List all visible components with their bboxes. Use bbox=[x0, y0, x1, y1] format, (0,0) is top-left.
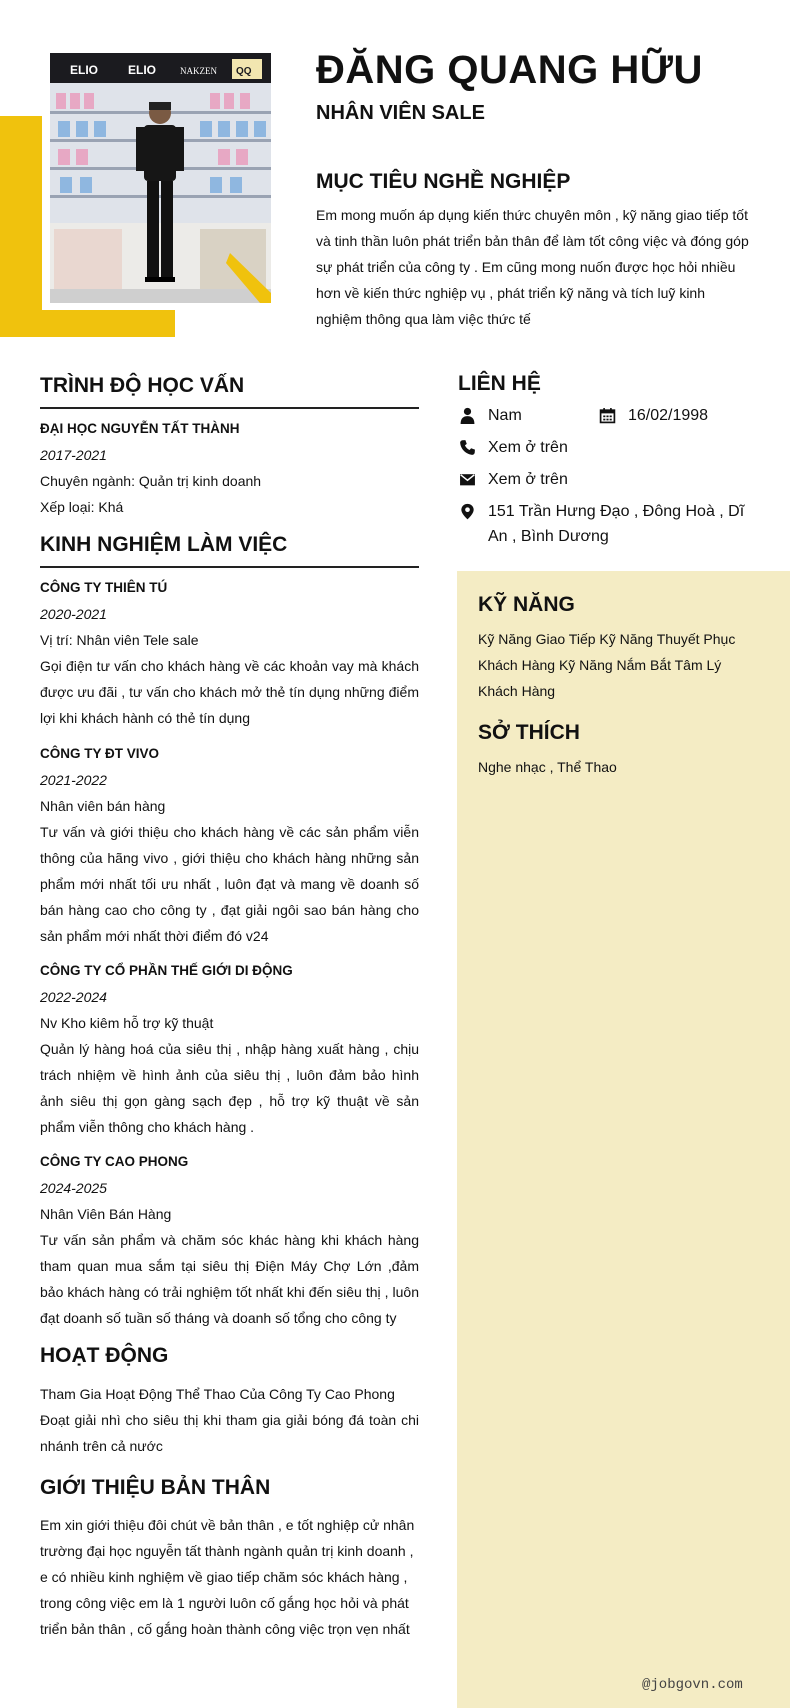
job-period: 2024-2025 bbox=[40, 1180, 107, 1196]
job-description: Quản lý hàng hoá của siêu thị , nhập hàng xuất hàng , chịu trách nhiệm về hình ảnh của siêu thị , luôn đảm bảo hình ảnh siêu thị gọn gàng sạch đẹp , hỗ trợ kỹ thuật về sản phẩm viễn thông cho khách hàng . bbox=[40, 1041, 419, 1135]
profile-photo bbox=[50, 53, 271, 303]
skills-text: Kỹ Năng Giao Tiếp Kỹ Năng Thuyết Phục Khách Hàng Kỹ Năng Nắm Bắt Tâm Lý Khách Hàng bbox=[478, 631, 736, 699]
email-icon bbox=[458, 470, 476, 488]
phone-value: Xem ở trên bbox=[488, 439, 568, 456]
job-title: NHÂN VIÊN SALE bbox=[316, 102, 485, 124]
calendar-icon bbox=[598, 406, 616, 424]
school-name: ĐẠI HỌC NGUYỄN TẤT THÀNH bbox=[40, 421, 240, 436]
company-name: CÔNG TY ĐT VIVO bbox=[40, 746, 160, 761]
gender-value: Nam bbox=[488, 407, 522, 424]
job-period: 2022-2024 bbox=[40, 989, 107, 1005]
contact-birthday bbox=[598, 403, 708, 428]
email-value: Xem ở trên bbox=[488, 471, 568, 488]
job-role: Nv Kho kiêm hỗ trợ kỹ thuật bbox=[40, 1015, 214, 1031]
job-entry bbox=[40, 1149, 419, 1331]
contact-phone bbox=[458, 435, 750, 460]
about-title: GIỚI THIỆU BẢN THÂN bbox=[40, 1476, 271, 1499]
shop-sign-text: ELIO bbox=[70, 63, 99, 77]
person-icon bbox=[458, 406, 476, 424]
contact-title: LIÊN HỆ bbox=[458, 372, 541, 395]
contact-email bbox=[458, 467, 750, 492]
job-entry bbox=[40, 575, 419, 731]
activity-line: Tham Gia Hoạt Động Thể Thao Của Công Ty Cao Phong bbox=[40, 1386, 395, 1402]
about-text: Em xin giới thiệu đôi chút về bản thân , e tốt nghiệp cử nhân trường đại học nguyễn tất thành ngành quản trị kinh doanh , e có nhiều kinh nghiệm về giao tiếp chăm sóc khách hàng , trong công việc em là 1 người luôn cố gắng học hỏi và phát triển bản thân , cố gắng hoàn thành công việc trọn vẹn nhất bbox=[40, 1517, 415, 1637]
objective-title: MỤC TIÊU NGHỀ NGHIỆP bbox=[316, 170, 571, 193]
contact-gender bbox=[458, 403, 588, 428]
job-period: 2021-2022 bbox=[40, 772, 107, 788]
decorative-yellow-bar bbox=[0, 310, 175, 337]
job-role: Vị trí: Nhân viên Tele sale bbox=[40, 632, 199, 648]
section-divider bbox=[40, 566, 419, 568]
shop-sign-text: ELIO bbox=[128, 63, 157, 77]
education-entry bbox=[40, 416, 419, 520]
education-major: Chuyên ngành: Quản trị kinh doanh bbox=[40, 473, 262, 489]
shop-sign-text: NAKZEN bbox=[180, 66, 217, 76]
skills-title: KỸ NĂNG bbox=[478, 593, 575, 616]
education-grade: Xếp loại: Khá bbox=[40, 499, 124, 515]
job-description: Tư vấn sản phẩm và chăm sóc khác hàng khi khách hàng tham quan mua sắm tại siêu thị Điện Máy Chợ Lớn ,đảm bảo khách hàng có trải nghiệm tốt nhất khi đến siêu thị , luôn đạt doanh số tuần số tháng và doanh số tổng cho công ty bbox=[40, 1232, 419, 1326]
hobbies-text: Nghe nhạc , Thể Thao bbox=[478, 759, 617, 775]
watermark: @jobgovn.com bbox=[642, 1677, 743, 1693]
activities-entry bbox=[40, 1381, 419, 1459]
experience-title: KINH NGHIỆM LÀM VIỆC bbox=[40, 533, 288, 556]
phone-icon bbox=[458, 438, 476, 456]
section-divider bbox=[40, 407, 419, 409]
job-description: Tư vấn và giới thiệu cho khách hàng về các sản phẩm viễn thông của hãng vivo , giới thiệu cho khách hàng những sản phẩm mới nhất tối ưu nhất , luôn đạt và mang về doanh số bán hàng cao cho công ty , đạt giải ngôi sao bán hàng cho sản phẩm mới nhất thời điểm đó v24 bbox=[40, 824, 419, 944]
company-name: CÔNG TY CAO PHONG bbox=[40, 1154, 189, 1169]
activities-title: HOẠT ĐỘNG bbox=[40, 1344, 169, 1367]
objective-text: Em mong muốn áp dụng kiến thức chuyên môn , kỹ năng giao tiếp tốt và tinh thần luôn phát triển bản thân để làm tốt công việc và đóng góp sự phát triển của công ty . Em cũng mong nuốn được học hỏi nhiều hơn về kiến thức nghiệp vụ , phát triển kỹ năng và tích luỹ kinh nghiệm thông qua làm việc thức tế bbox=[316, 207, 749, 327]
job-description: Gọi điện tư vấn cho khách hàng về các khoản vay mà khách được ưu đãi , tư vấn cho khách mở thẻ tín dụng những điểm lợi khi khách hành có thẻ tín dụng bbox=[40, 658, 419, 726]
birthday-value: 16/02/1998 bbox=[628, 407, 709, 424]
location-pin-icon bbox=[458, 502, 476, 520]
job-entry bbox=[40, 741, 419, 949]
candidate-name: ĐĂNG QUANG HỮU bbox=[316, 48, 703, 92]
contact-address bbox=[458, 499, 750, 549]
company-name: CÔNG TY THIÊN TÚ bbox=[40, 580, 168, 595]
education-period: 2017-2021 bbox=[40, 447, 107, 463]
education-title: TRÌNH ĐỘ HỌC VẤN bbox=[40, 374, 245, 397]
activity-line: Đoạt giải nhì cho siêu thị khi tham gia giải bóng đá toàn chi nhánh trên cả nước bbox=[40, 1412, 419, 1454]
shop-sign-text: QQ bbox=[236, 66, 252, 77]
decorative-yellow-bar bbox=[0, 116, 42, 337]
job-role: Nhân viên bán hàng bbox=[40, 798, 166, 814]
job-entry bbox=[40, 958, 419, 1140]
hobbies-title: SỞ THÍCH bbox=[478, 721, 580, 744]
company-name: CÔNG TY CỔ PHẦN THẾ GIỚI DI ĐỘNG bbox=[40, 963, 293, 978]
job-role: Nhân Viên Bán Hàng bbox=[40, 1206, 172, 1222]
address-value: 151 Trần Hưng Đạo , Đông Hoà , Dĩ An , Bình Dương bbox=[488, 503, 745, 545]
job-period: 2020-2021 bbox=[40, 606, 107, 622]
